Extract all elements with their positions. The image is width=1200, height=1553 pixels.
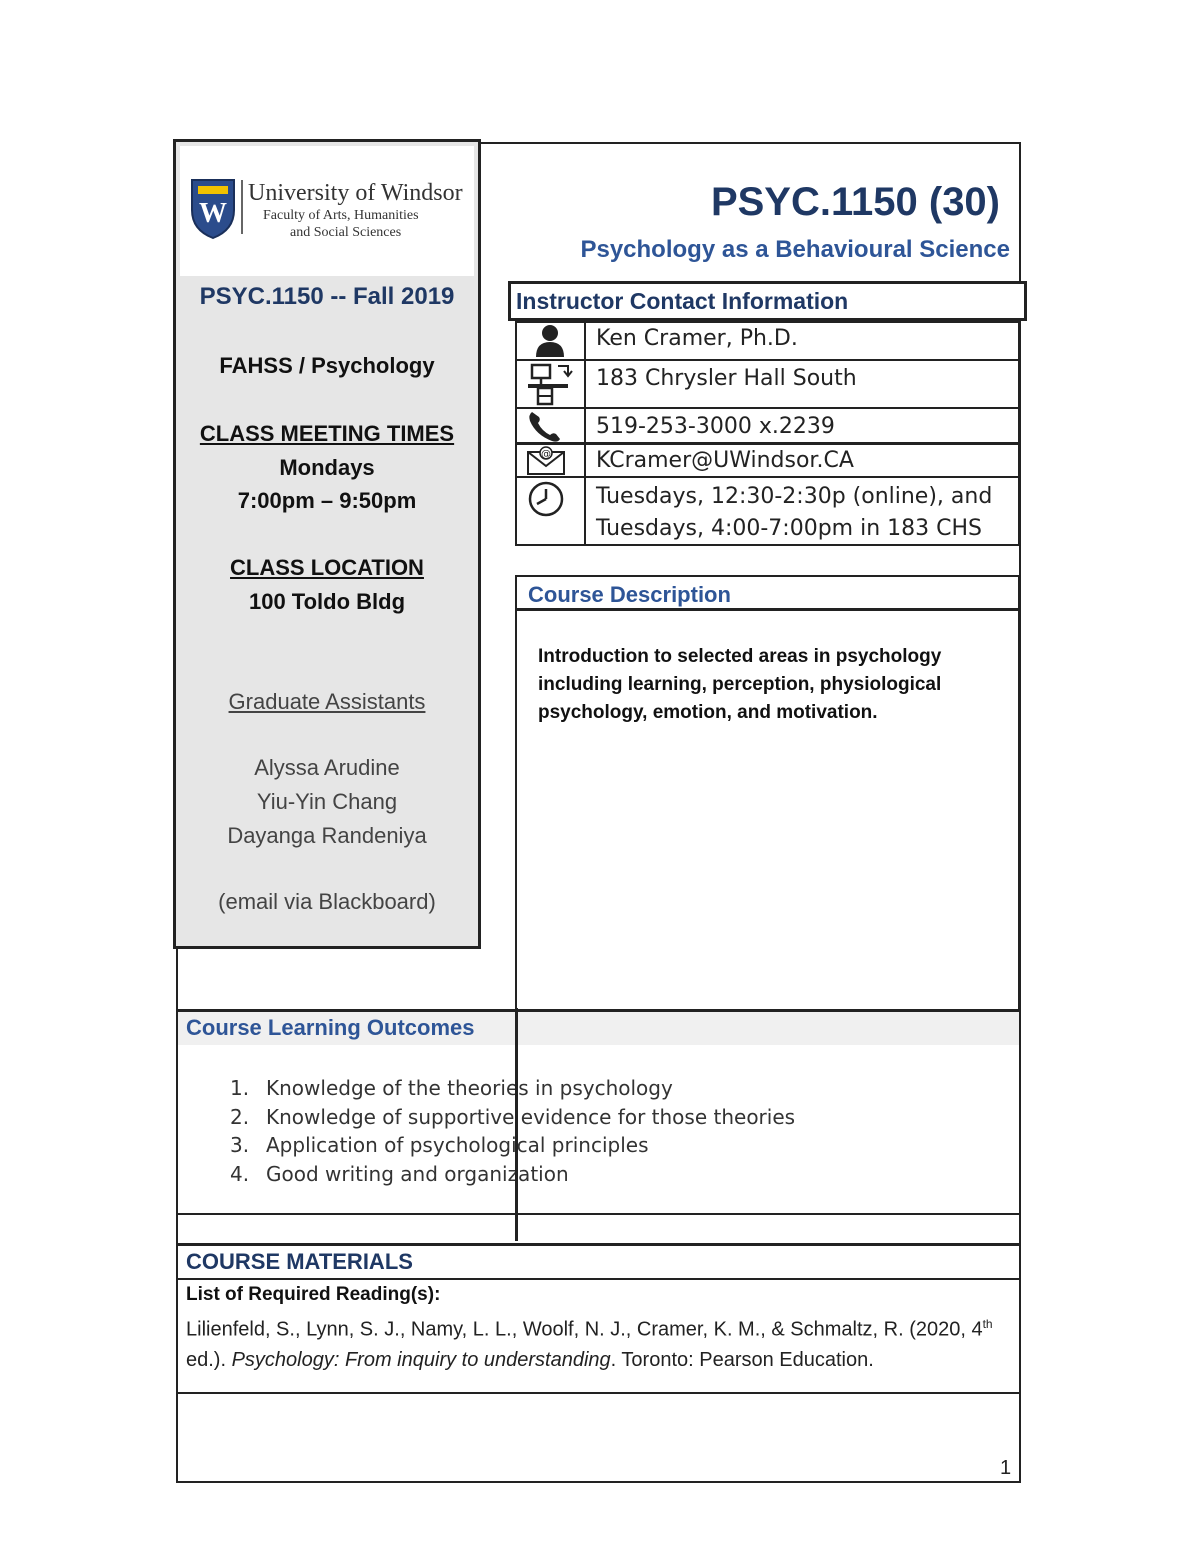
list-item: 3. Application of psychological principles <box>230 1133 649 1157</box>
page-number: 1 <box>1000 1457 1012 1479</box>
table-divider <box>515 407 1020 409</box>
description-box <box>515 575 1020 1011</box>
list-item: 2. Knowledge of supportive evidence for those theories <box>230 1104 796 1129</box>
office-location: 183 Chrysler Hall South <box>596 366 857 391</box>
description-divider <box>515 608 1020 611</box>
assistant-name: Yiu-Yin Chang <box>256 789 398 814</box>
university-logo <box>188 176 473 240</box>
faculty-line-2: and Social Sciences <box>290 225 402 240</box>
table-divider <box>515 359 1020 361</box>
department-label: FAHSS / Psychology <box>219 353 435 378</box>
list-item: 4. Good writing and organization <box>230 1161 569 1186</box>
phone-icon <box>522 409 578 443</box>
assistant-name: Alyssa Arudine <box>254 755 400 780</box>
clock-icon <box>522 480 578 520</box>
ga-heading: Graduate Assistants <box>228 689 426 714</box>
assistant-name: Dayanga Randeniya <box>227 823 427 848</box>
outcomes-divider <box>176 1213 1021 1215</box>
meeting-day: Mondays <box>279 455 375 480</box>
shield-crest-icon <box>188 176 473 240</box>
instructor-heading: Instructor Contact Information <box>516 288 849 314</box>
outcomes-heading: Course Learning Outcomes <box>186 1015 475 1040</box>
svg-text:@: @ <box>541 449 551 460</box>
reading-label: List of Required Reading(s): <box>186 1284 441 1305</box>
meeting-time: 7:00pm – 9:50pm <box>237 488 417 513</box>
materials-divider <box>176 1243 1021 1246</box>
faculty-line-1: Faculty of Arts, Humanities <box>263 208 419 223</box>
person-icon <box>522 322 578 360</box>
column-rule <box>515 1008 518 1241</box>
email-address[interactable]: KCramer@UWindsor.CA <box>596 448 854 473</box>
office-hours-2: Tuesdays, 4:00-7:00pm in 183 CHS <box>596 516 982 541</box>
instructor-name: Ken Cramer, Ph.D. <box>596 326 798 351</box>
citation: Lilienfeld, S., Lynn, S. J., Namy, L. L., Woolf, N. J., Cramer, K. M., & Schmaltz, R. (2020, 4th ed.). Psychology: From inquiry to understanding. Toronto: Pearson Education. <box>186 1317 993 1371</box>
meeting-heading: CLASS MEETING TIMES <box>199 421 455 446</box>
table-divider <box>584 321 586 546</box>
contact-note: (email via Blackboard) <box>218 889 436 914</box>
term-label: PSYC.1150 -- Fall 2019 <box>199 283 455 310</box>
svg-text:W: W <box>199 198 227 229</box>
office-hours-1: Tuesdays, 12:30-2:30p (online), and <box>596 484 993 509</box>
location-value: 100 Toldo Bldg <box>248 589 406 614</box>
list-item: 1. Knowledge of the theories in psychology <box>230 1076 673 1100</box>
table-divider <box>515 442 1020 445</box>
materials-divider <box>176 1278 1021 1280</box>
materials-heading: COURSE MATERIALS <box>186 1249 413 1274</box>
location-heading: CLASS LOCATION <box>230 555 424 580</box>
email-icon <box>522 444 578 476</box>
office-icon <box>522 362 578 406</box>
phone-number: 519-253-3000 x.2239 <box>596 414 835 439</box>
course-code: PSYC.1150 (30) <box>710 180 1000 224</box>
description-text: Introduction to selected areas in psychology including learning, perception, physiological psychology, emotion, and motivation. <box>538 646 942 723</box>
table-divider <box>515 476 1020 478</box>
course-title: Psychology as a Behavioural Science <box>580 236 1010 263</box>
outcomes-list <box>230 1074 795 1188</box>
university-name: University of Windsor <box>248 180 463 206</box>
description-heading: Course Description <box>528 582 731 607</box>
outcomes-divider <box>176 1009 1021 1012</box>
